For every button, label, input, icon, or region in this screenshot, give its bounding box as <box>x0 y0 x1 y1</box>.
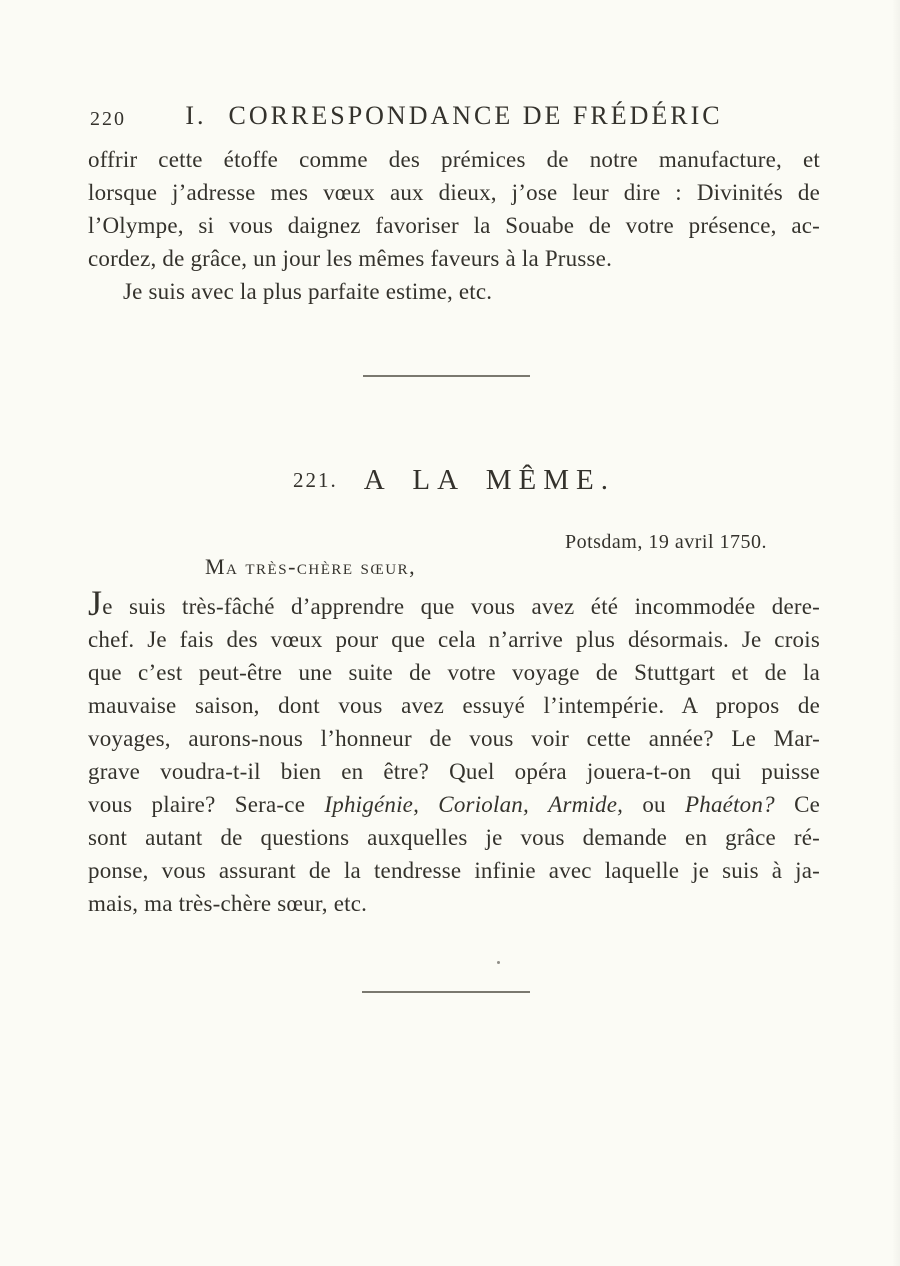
salutation: Ma très-chère sœur, <box>205 554 417 579</box>
volume-numeral: I. <box>185 101 207 130</box>
text-segment: ou <box>642 792 666 817</box>
text-line: sont autant de questions auxquelles je vous demande en grâce ré- <box>88 825 820 850</box>
text-line: cordez, de grâce, un jour les mêmes faveurs à la Prusse. <box>88 246 613 271</box>
text-line: chef. Je fais des vœux pour que cela n’arrive plus désormais. Je crois <box>88 627 820 652</box>
text-line: voyages, aurons-nous l’honneur de vous voir cette année? Le Mar- <box>88 726 820 751</box>
text-line-rest: e suis très-fâché d’apprendre que vous avez été incommodée dere- <box>102 594 820 619</box>
opera-title: Coriolan, <box>438 792 529 817</box>
letter-heading <box>88 464 820 497</box>
text-segment: vous plaire? Sera-ce <box>88 792 306 817</box>
text-line-with-operas <box>88 788 820 821</box>
text-line: mais, ma très-chère sœur, etc. <box>88 891 368 916</box>
scan-speck <box>497 961 500 964</box>
text-line: lorsque j’adresse mes vœux aux dieux, j’ose leur dire : Divinités de <box>88 180 820 205</box>
text-line: offrir cette étoffe comme des prémices de notre manufacture, et <box>88 147 820 172</box>
header-title <box>185 101 722 130</box>
text-line: que c’est peut-être une suite de votre voyage de Stuttgart et de la <box>88 660 820 685</box>
opera-title: Phaéton? <box>685 792 775 817</box>
section-divider-rule <box>362 991 530 993</box>
text-line: grave voudra-t-il bien en être? Quel opéra jouera-t-on qui puisse <box>88 759 820 784</box>
letter-220-paragraph <box>88 143 820 308</box>
header-title-text: CORRESPONDANCE DE FRÉDÉRIC <box>228 101 723 130</box>
opera-title: Armide, <box>548 792 624 817</box>
text-line: l’Olympe, si vous daignez favoriser la Souabe de votre présence, ac- <box>88 213 820 238</box>
text-line <box>88 583 820 623</box>
running-header <box>88 101 820 131</box>
page-number: 220 <box>90 108 126 130</box>
letter-title: A LA MÊME. <box>363 464 615 496</box>
letter-number: 221. <box>293 468 338 492</box>
text-segment: Ce <box>794 792 821 817</box>
text-line: ponse, vous assurant de la tendresse infinie avec laquelle je suis à ja- <box>88 858 820 883</box>
opera-title: Iphigénie, <box>324 792 420 817</box>
drop-cap-initial: J <box>88 583 103 623</box>
letter-221-paragraph <box>88 583 821 920</box>
text-line: mauvaise saison, dont vous avez essuyé l’intempérie. A propos de <box>88 693 820 718</box>
closing-line: Je suis avec la plus parfaite estime, etc. <box>123 279 493 304</box>
section-divider-rule <box>363 375 530 377</box>
dateline: Potsdam, 19 avril 1750. <box>564 531 767 553</box>
